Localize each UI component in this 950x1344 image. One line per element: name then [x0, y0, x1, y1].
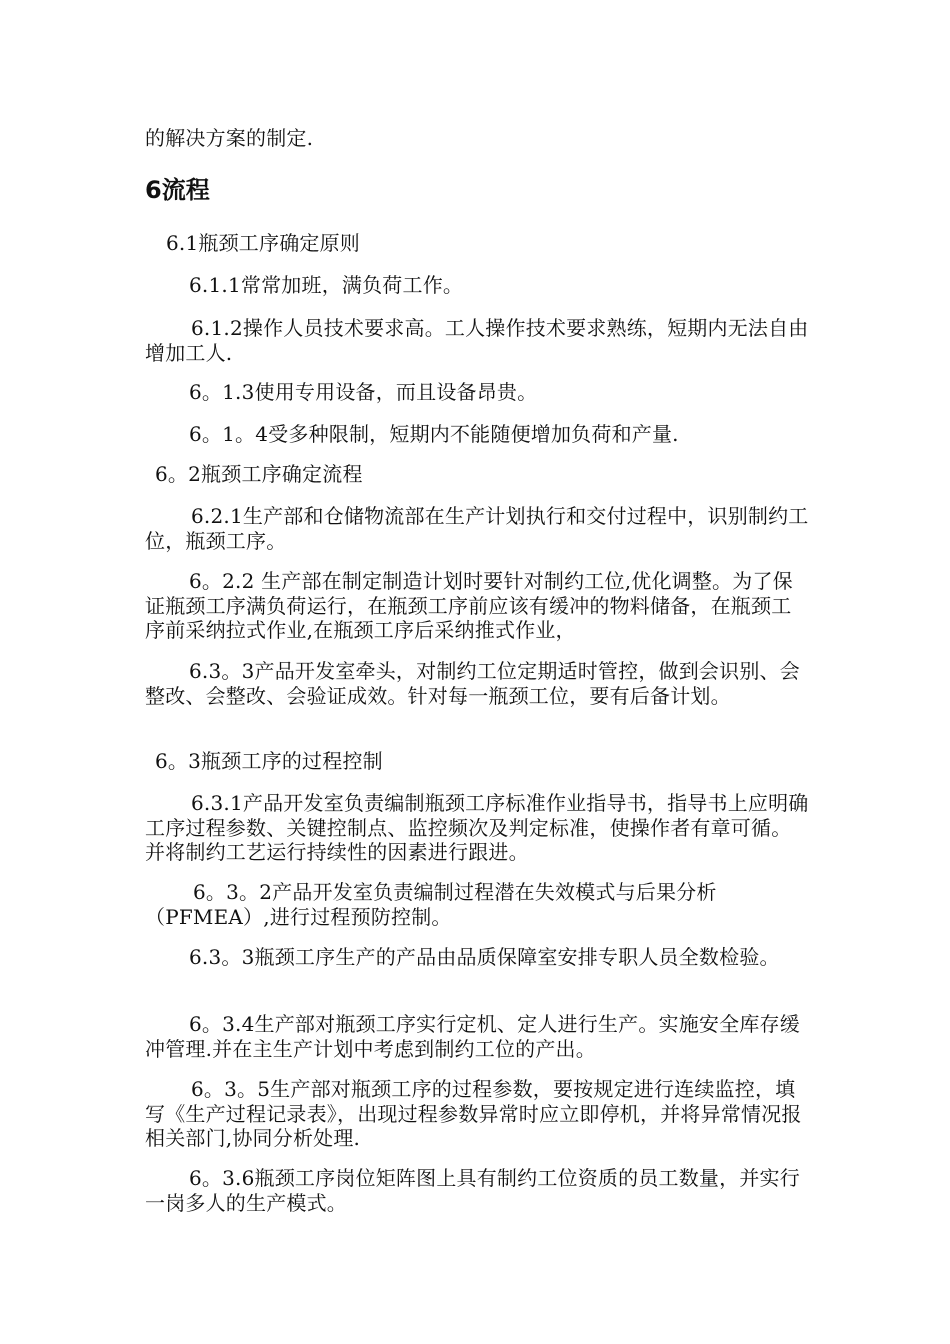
subsection-heading-6-1: 6.1瓶颈工序确定原则	[166, 231, 361, 255]
paragraph-6-3-1	[145, 791, 810, 865]
paragraph-6-2-1-text: 6.2.1生产部和仓储物流部在生产计划执行和交付过程中，识别制约工位，瓶颈工序。	[145, 504, 809, 553]
subsection-heading-6-2: 6。2瓶颈工序确定流程	[155, 462, 363, 486]
paragraph-6-2-2-text: 6。2.2 生产部在制定制造计划时要针对制约工位,优化调整。为了保证瓶颈工序满负荷运行，在瓶颈工序前应该有缓冲的物料储备，在瓶颈工序前采纳拉式作业,在瓶颈工序后采纳推式作业，	[145, 569, 793, 642]
paragraph-6-1-1: 6.1.1常常加班，满负荷工作。	[189, 273, 464, 297]
paragraph-6-3-3a-text: 6.3。3产品开发室牵头，对制约工位定期适时管控，做到会识别、会整改、会整改、会验证成效。针对每一瓶颈工位，要有后备计划。	[145, 659, 800, 708]
paragraph-6-1-3: 6。1.3使用专用设备，而且设备昂贵。	[189, 380, 538, 404]
section-title: 6流程	[145, 176, 210, 204]
paragraph-6-3-3	[145, 945, 810, 970]
paragraph-6-3-6-text: 6。3.6瓶颈工序岗位矩阵图上具有制约工位资质的员工数量，并实行一岗多人的生产模式。	[145, 1166, 800, 1215]
paragraph-6-3-2	[145, 880, 810, 929]
paragraph-6-3-4	[145, 1012, 810, 1061]
paragraph-6-3-5-text: 6。3。5生产部对瓶颈工序的过程参数，要按规定进行连续监控，填写《生产过程记录表》，出现过程参数异常时应立即停机，并将异常情况报相关部门,协同分析处理.	[145, 1077, 802, 1150]
paragraph-6-2-2	[145, 569, 810, 643]
paragraph-6-3-5	[145, 1077, 810, 1151]
paragraph-6-3-2-text: 6。3。2产品开发室负责编制过程潜在失效模式与后果分析（PFMEA）,进行过程预防控制。	[145, 880, 717, 929]
intro-tail-text: 的解决方案的制定.	[145, 126, 314, 150]
paragraph-6-3-1-text: 6.3.1产品开发室负责编制瓶颈工序标准作业指导书，指导书上应明确工序过程参数、关键控制点、监控频次及判定标准，使操作者有章可循。并将制约工艺运行持续性的因素进行跟进。	[145, 791, 809, 864]
paragraph-6-3-3a	[145, 659, 810, 708]
paragraph-6-1-4: 6。1。4受多种限制，短期内不能随便增加负荷和产量.	[189, 422, 679, 446]
subsection-heading-6-3: 6。3瓶颈工序的过程控制	[155, 749, 383, 773]
paragraph-6-2-1	[145, 504, 810, 553]
paragraph-6-3-3-text: 6.3。3瓶颈工序生产的产品由品质保障室安排专职人员全数检验。	[189, 945, 780, 969]
paragraph-6-1-2-text: 6.1.2操作人员技术要求高。工人操作技术要求熟练，短期内无法自由增加工人.	[145, 316, 809, 365]
paragraph-6-1-2	[145, 316, 810, 365]
paragraph-6-3-4-text: 6。3.4生产部对瓶颈工序实行定机、定人进行生产。实施安全库存缓冲管理.并在主生产计划中考虑到制约工位的产出。	[145, 1012, 800, 1061]
paragraph-6-3-6	[145, 1166, 810, 1215]
